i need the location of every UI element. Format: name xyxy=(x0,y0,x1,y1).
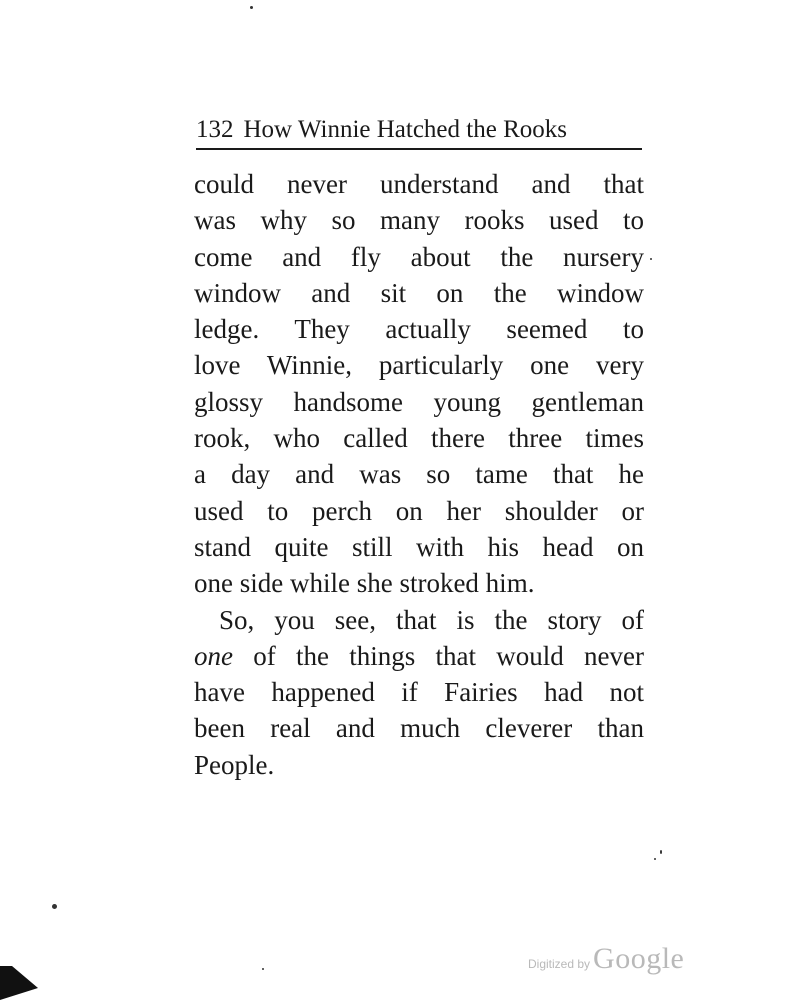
text-line: People. xyxy=(194,749,275,780)
text-line: rook, who called there three times xyxy=(194,423,644,454)
google-logo: Google xyxy=(593,942,685,975)
digitized-by-label: Digitized by xyxy=(528,957,591,971)
text-line: stand quite still with his head on xyxy=(194,531,644,562)
emphasis-word: one xyxy=(194,640,233,671)
text-line: a day and was so tame that he xyxy=(194,459,644,490)
text-line: glossy handsome young gentleman xyxy=(194,386,644,417)
page-number: 132 xyxy=(196,116,234,143)
text-line: have happened if Fairies had not xyxy=(194,677,644,708)
text-line-rest: of the things that would never xyxy=(232,640,644,671)
text-line: window and sit on the window xyxy=(194,277,644,308)
text-line: used to perch on her shoulder or xyxy=(194,495,644,526)
text-line: was why so many rooks used to xyxy=(194,205,644,236)
body-text xyxy=(194,166,644,783)
running-head xyxy=(196,112,642,150)
text-line: ledge. They actually seemed to xyxy=(194,314,644,345)
text-line: love Winnie, particularly one very xyxy=(194,350,644,381)
text-line: been real and much cleverer than xyxy=(194,713,644,744)
text-line: So, you see, that is the story of xyxy=(219,604,644,635)
scan-speck xyxy=(250,6,253,9)
corner-arrow-icon xyxy=(0,966,40,1000)
google-watermark xyxy=(528,942,684,976)
running-title: How Winnie Hatched the Rooks xyxy=(243,116,567,143)
scan-speck xyxy=(262,968,264,970)
text-line xyxy=(194,638,644,674)
text-line: could never understand and that xyxy=(194,169,644,199)
text-line: one side while she stroked him. xyxy=(194,568,535,599)
scan-speck xyxy=(660,850,662,854)
scan-speck xyxy=(650,258,652,260)
scan-speck xyxy=(654,858,656,860)
text-line: come and fly about the nursery xyxy=(194,241,644,272)
scan-speck xyxy=(52,904,57,909)
